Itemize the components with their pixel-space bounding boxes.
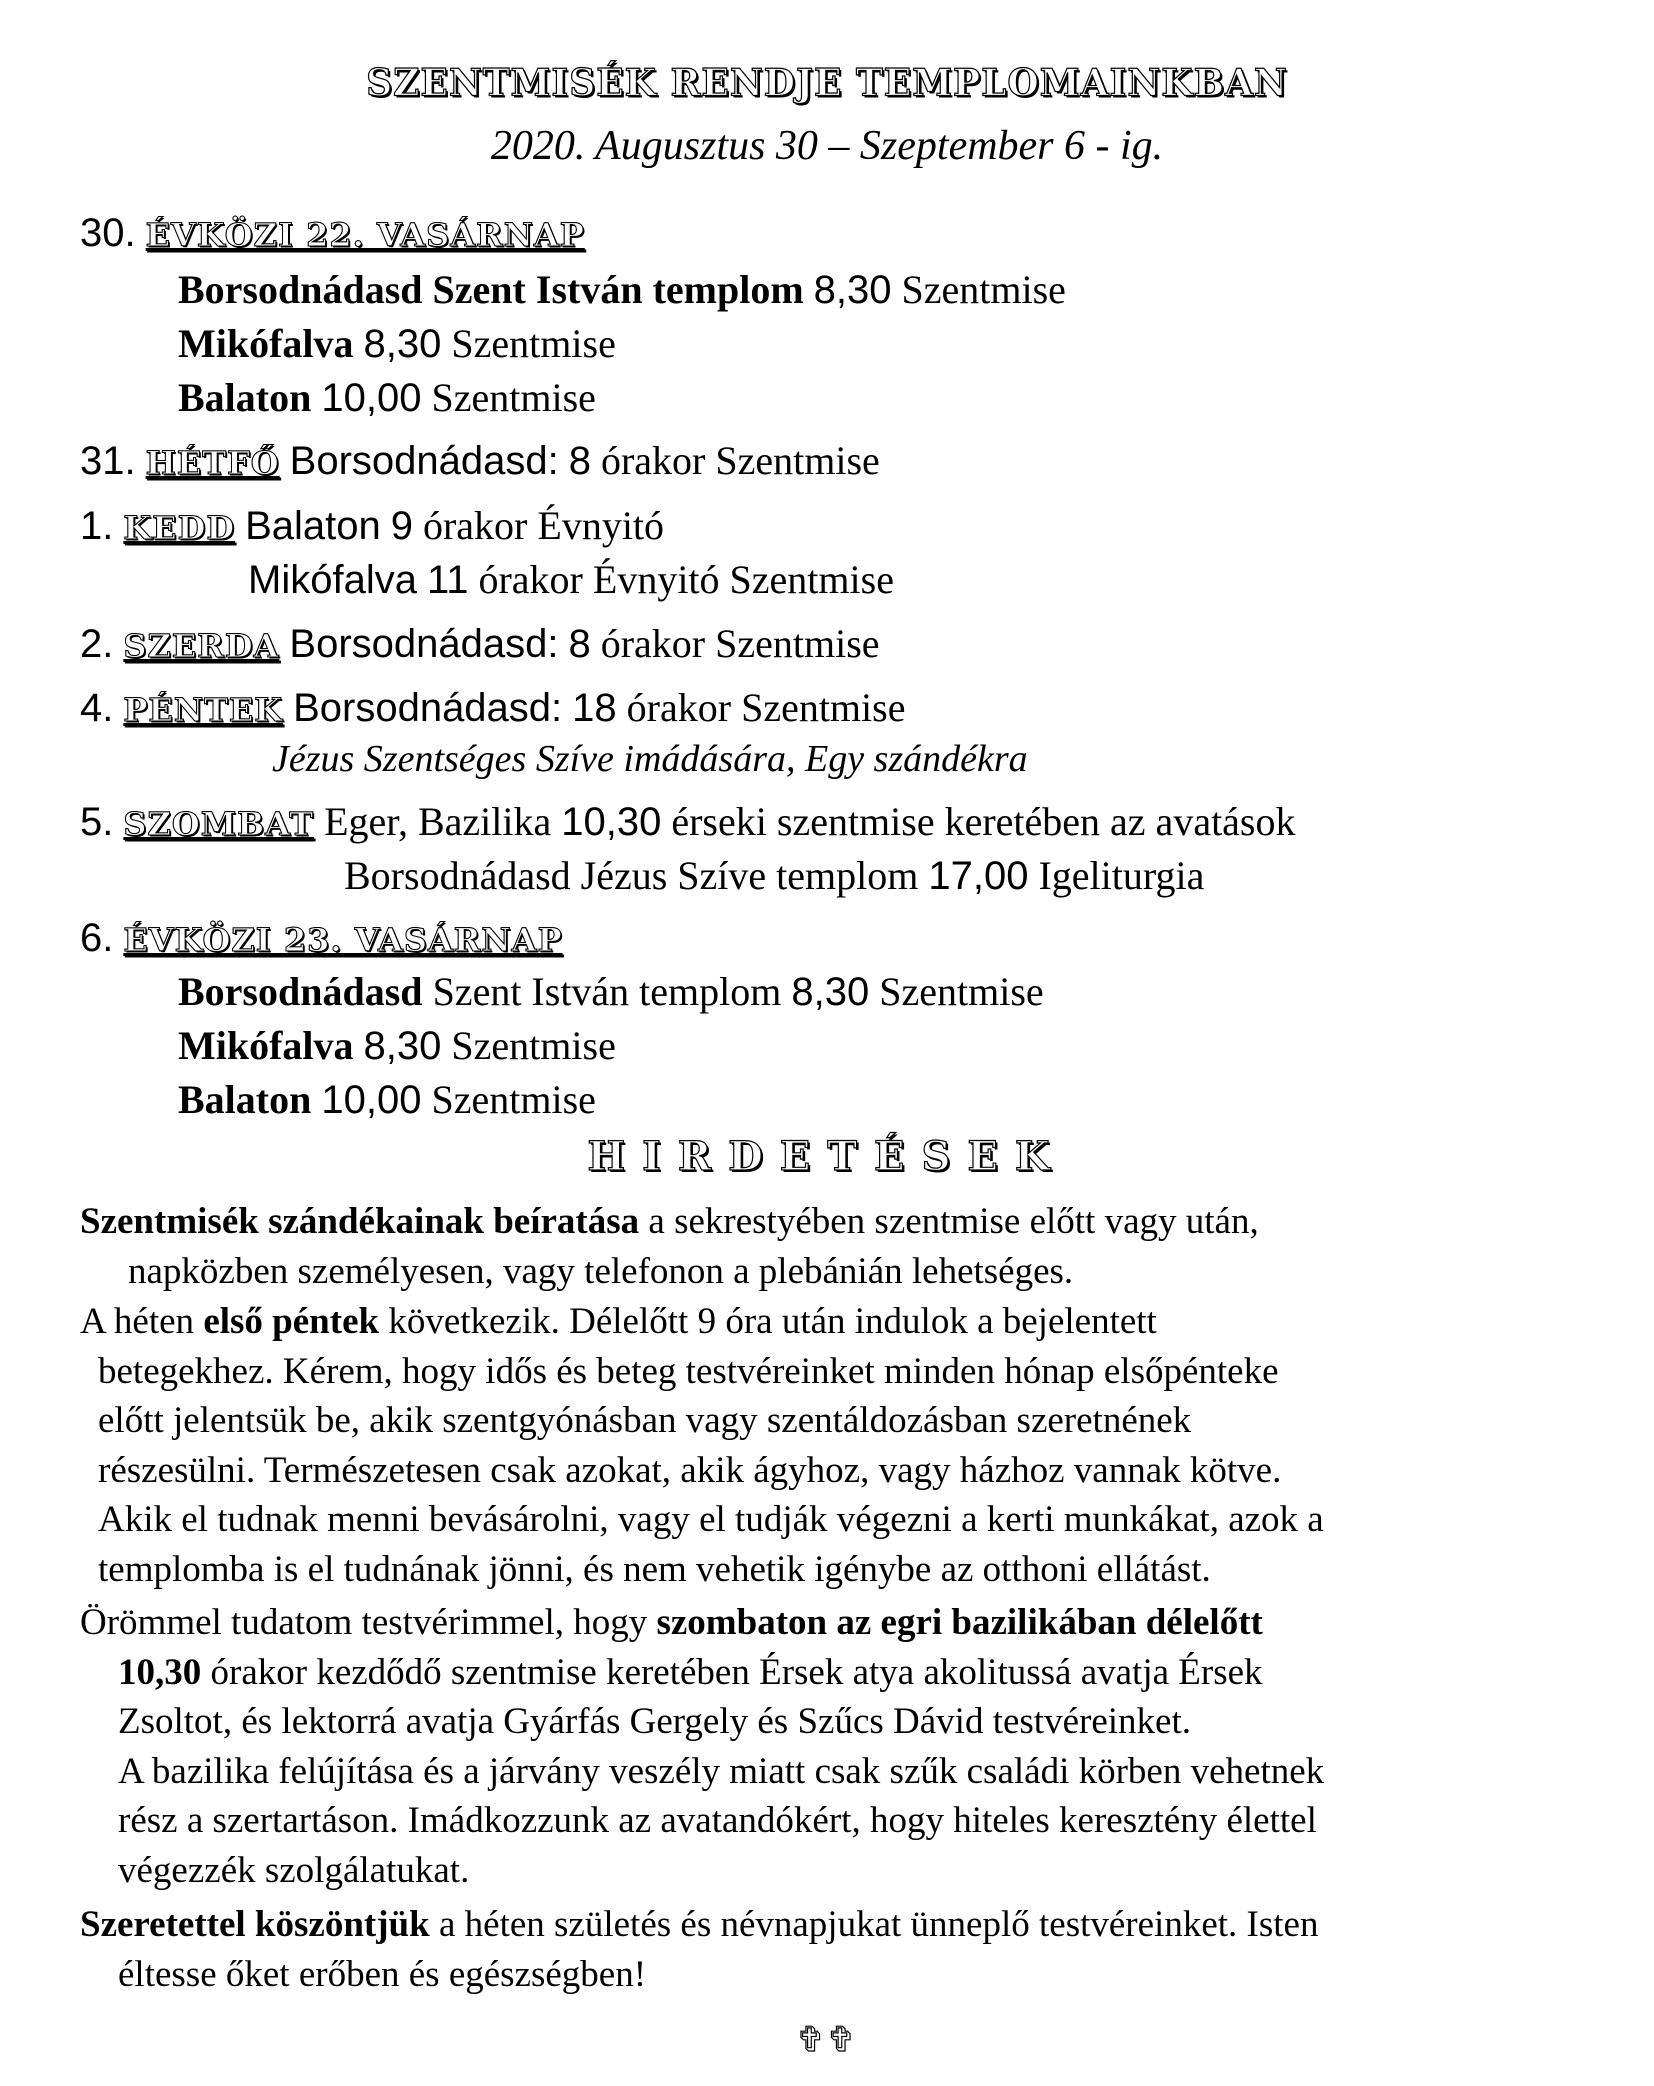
entry-time: 17,00	[928, 854, 1029, 898]
schedule-entry	[178, 267, 1066, 312]
entry-desc: Szentmise	[431, 1077, 596, 1122]
entry-time: 10,00	[321, 376, 422, 420]
day-number: 30.	[80, 211, 136, 255]
body-text: rész a szertartáson. Imádkozzunk az avatandókért, hogy hiteles keresztény élettel	[118, 1800, 1317, 1841]
schedule-entry	[178, 1023, 616, 1068]
body-text: éltesse őket erőben és egészségben!	[118, 1953, 647, 1995]
entry-time: 8,30	[363, 1024, 442, 1068]
bold-text: szombaton az egri bazilikában délelőtt	[656, 1602, 1263, 1643]
entry-desc: órakor Évnyitó	[422, 503, 665, 548]
entry-time: 8	[568, 622, 591, 666]
body-text: végezzék szolgálatukat.	[118, 1849, 470, 1891]
body-text: Zsoltot, és lektorrá avatja Gyárfás Gergely és Szűcs Dávid testvéreinket.	[118, 1701, 1191, 1742]
bold-text: első péntek	[203, 1301, 380, 1342]
schedule-entry	[178, 969, 1044, 1014]
announcement-paragraph	[80, 1900, 1580, 1999]
day-number: 31.	[80, 439, 136, 483]
schedule-day-heading	[80, 918, 563, 958]
body-text: órakor kezdődő szentmise keretében Érsek atya akolitussá avatja Érsek	[201, 1651, 1263, 1693]
entry-place: Borsodnádasd Jézus Szíve templom	[344, 853, 919, 898]
entry-time: 10,00	[321, 1078, 422, 1122]
body-text: előtt jelentsük be, akik szentgyónásban vagy szentáldozásban szeretnének	[98, 1400, 1192, 1441]
announcement-paragraph	[80, 1598, 1580, 1895]
entry-desc: Igeliturgia	[1038, 853, 1205, 898]
entry-place: Balaton	[178, 1077, 312, 1122]
day-name: SZOMBAT	[123, 805, 315, 843]
schedule-entry	[178, 321, 616, 366]
day-number: 2.	[80, 622, 114, 666]
day-name: ÉVKÖZI 22. VASÁRNAP	[145, 216, 585, 254]
entry-place: Borsodnádasd Szent István templom	[178, 267, 804, 312]
schedule-day-heading	[80, 621, 880, 666]
day-name: PÉNTEK	[123, 691, 284, 729]
schedule-entry	[178, 375, 596, 420]
schedule-day-heading	[80, 438, 880, 483]
entry-place: Mikófalva	[248, 558, 417, 602]
announcement-paragraph	[80, 1297, 1580, 1594]
entry-place: Borsodnádasd:	[289, 439, 559, 483]
schedule-day-heading	[80, 799, 1296, 844]
announcements-heading: HIRDETÉSEK	[587, 1133, 1067, 1180]
body-text: templomba is el tudnának jönni, és nem vehetik igénybe az otthoni ellátást.	[98, 1548, 1211, 1590]
day-number: 1.	[80, 504, 114, 548]
entry-place: Borsodnádasd	[178, 969, 423, 1014]
body-text: betegekhez. Kérem, hogy idős és beteg testvéreinket minden hónap elsőpénteke	[98, 1350, 1279, 1392]
entry-desc: Szentmise	[451, 321, 616, 366]
body-text: következik. Délelőtt 9 óra után indulok a bejelentett	[379, 1301, 1157, 1342]
schedule-note: Jézus Szentséges Szíve imádására, Egy szándékra	[272, 738, 1028, 780]
entry-time: 18	[572, 686, 617, 730]
day-number: 5.	[80, 800, 114, 844]
schedule-entry	[344, 853, 1205, 898]
day-name: ÉVKÖZI 23. VASÁRNAP	[123, 921, 563, 959]
day-name: KEDD	[123, 509, 236, 547]
entry-time: 8,30	[363, 322, 442, 366]
entry-desc: érseki szentmise keretében az avatások	[671, 799, 1296, 844]
entry-place-detail: Szent István templom	[432, 969, 782, 1014]
cross-icon: ✞✞	[796, 2022, 858, 2059]
entry-desc: órakor Szentmise	[600, 621, 880, 666]
page-title: SZENTMISÉK RENDJE TEMPLOMAINKBAN	[366, 60, 1288, 106]
entry-time: 8	[568, 439, 591, 483]
date-range: 2020. Augusztus 30 – Szeptember 6 - ig.	[490, 123, 1164, 169]
day-number: 4.	[80, 686, 114, 730]
schedule-day-heading	[80, 503, 665, 548]
entry-place: Balaton	[178, 375, 312, 420]
announcement-paragraph	[80, 1197, 1580, 1296]
entry-desc: Szentmise	[879, 969, 1044, 1014]
schedule-entry	[248, 557, 894, 602]
body-text: A bazilika felújítása és a járvány veszély miatt csak szűk családi körben vehetnek	[118, 1750, 1325, 1792]
entry-time: 10,30	[561, 800, 662, 844]
entry-place: Borsodnádasd:	[289, 622, 559, 666]
body-text: a héten születés és névnapjukat ünneplő testvéreinket. Isten	[429, 1904, 1319, 1945]
schedule-day-heading	[80, 685, 906, 730]
entry-place: Eger, Bazilika	[324, 799, 552, 844]
body-text: Akik el tudnak menni bevásárolni, vagy el tudják végezni a kerti munkákat, azok a	[98, 1499, 1324, 1540]
entry-desc: Szentmise	[451, 1023, 616, 1068]
body-text: részesülni. Természetesen csak azokat, akik ágyhoz, vagy házhoz vannak kötve.	[98, 1449, 1282, 1491]
entry-desc: órakor Szentmise	[626, 685, 906, 730]
entry-place: Mikófalva	[178, 1023, 354, 1068]
entry-desc: Szentmise	[901, 267, 1066, 312]
bold-text: Szentmisék szándékainak beíratása	[80, 1201, 640, 1242]
body-text: napközben személyesen, vagy telefonon a plebánián lehetséges.	[128, 1250, 1074, 1292]
entry-desc: órakor Szentmise	[600, 438, 880, 483]
body-text: Örömmel tudatom testvérimmel, hogy	[80, 1602, 657, 1643]
entry-time: 8,30	[791, 970, 870, 1014]
entry-time: 11	[426, 558, 469, 602]
bold-text: 10,30	[118, 1651, 202, 1693]
entry-time: 8,30	[813, 268, 892, 312]
entry-desc: Szentmise	[431, 375, 596, 420]
entry-place: Borsodnádasd:	[293, 686, 563, 730]
schedule-entry	[178, 1077, 596, 1122]
day-name: SZERDA	[123, 627, 280, 665]
entry-time: 9	[390, 504, 413, 548]
entry-place: Balaton	[245, 504, 381, 548]
body-text: a sekrestyében szentmise előtt vagy után,	[639, 1201, 1259, 1242]
body-text: A héten	[80, 1301, 204, 1342]
entry-place: Mikófalva	[178, 321, 354, 366]
schedule-day-heading	[80, 213, 585, 253]
day-name: HÉTFŐ	[145, 444, 280, 482]
bold-text: Szeretettel köszöntjük	[80, 1904, 430, 1945]
entry-desc: órakor Évnyitó Szentmise	[478, 557, 894, 602]
day-number: 6.	[80, 916, 114, 960]
